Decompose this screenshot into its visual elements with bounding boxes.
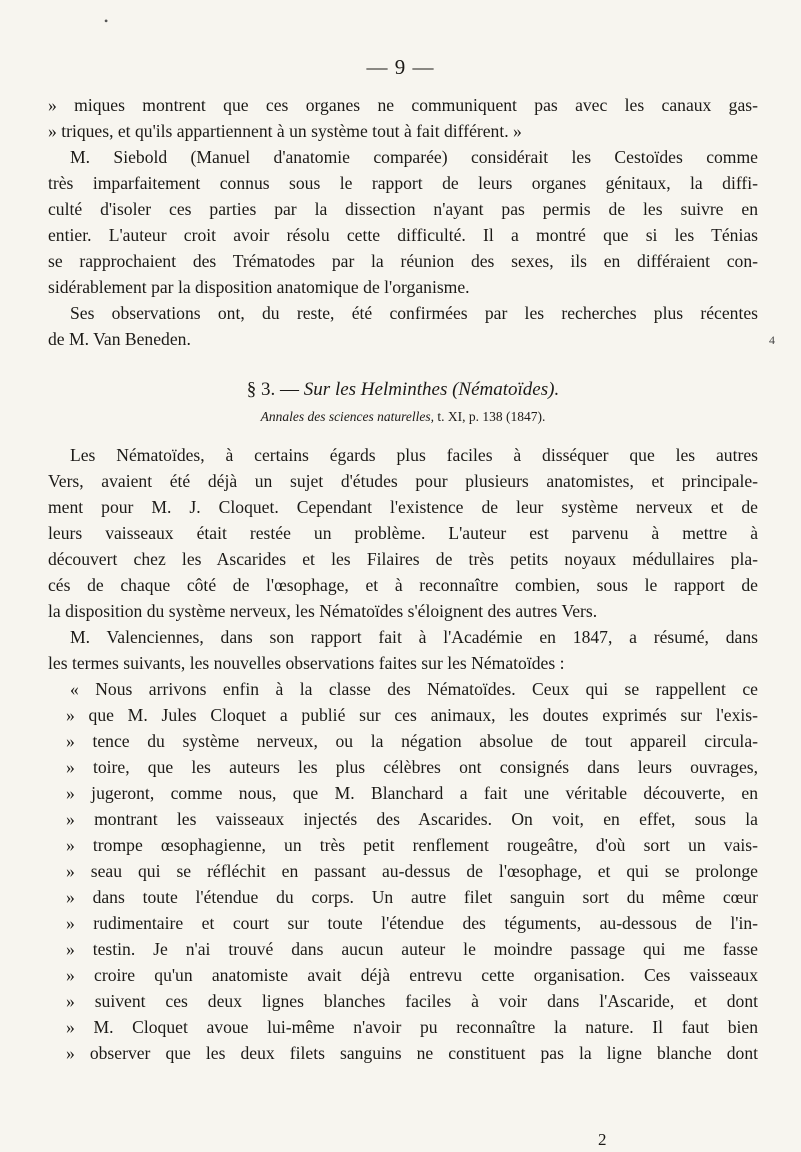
signature-mark: 2 bbox=[598, 1130, 607, 1149]
paragraph-observations bbox=[48, 300, 758, 352]
body-text bbox=[48, 92, 758, 1066]
section-heading-prefix: § 3. — bbox=[246, 379, 304, 400]
text-line: entier. L'auteur croit avoir résolu cette difficulté. Il a montré que si les Ténias bbox=[48, 225, 758, 245]
intro-paragraph bbox=[48, 92, 758, 144]
text-line: » triques, et qu'ils appartiennent à un système tout à fait différent. » bbox=[48, 121, 522, 141]
quote-line: « Nous arrivons enfin à la classe des Nématoïdes. Ceux qui se rappellent ce bbox=[70, 679, 758, 699]
margin-mark-left: • bbox=[104, 14, 109, 28]
text-line: M. Valenciennes, dans son rapport fait à l'Académie en 1847, a résumé, dans bbox=[70, 627, 758, 647]
text-line: » miques montrent que ces organes ne communiquent pas avec les canaux gas- bbox=[48, 95, 758, 115]
citation-volume: t. XI, p. 138 (1847). bbox=[434, 409, 546, 424]
text-line: la disposition du système nerveux, les Nématoïdes s'éloignent des autres Vers. bbox=[48, 601, 598, 621]
text-line: de M. Van Beneden. bbox=[48, 329, 191, 349]
quote-line: » croire qu'un anatomiste avait déjà entrevu cette organisation. Ces vaisseaux bbox=[66, 965, 758, 985]
section-heading bbox=[48, 378, 758, 402]
quote-line: » jugeront, comme nous, que M. Blanchard a fait une véritable découverte, en bbox=[66, 783, 758, 803]
quote-line: » que M. Jules Cloquet a publié sur ces animaux, les doutes exprimés sur l'exis- bbox=[66, 705, 758, 725]
text-line: les termes suivants, les nouvelles observations faites sur les Nématoïdes : bbox=[48, 653, 565, 673]
page-number: — 9 — bbox=[366, 55, 435, 79]
text-line: très imparfaitement connus sous le rapport de leurs organes génitaux, la diffi- bbox=[48, 173, 758, 193]
quote-line: » testin. Je n'ai trouvé dans aucun auteur le moindre passage qui me fasse bbox=[66, 939, 758, 959]
text-line: découvert chez les Ascarides et les Filaires de très petits noyaux médullaires pla- bbox=[48, 549, 758, 569]
margin-mark-right: 4 bbox=[769, 333, 775, 347]
paragraph-valenciennes bbox=[48, 624, 758, 676]
text-line: cés de chaque côté de l'œsophage, et à reconnaître combien, sous le rapport de bbox=[48, 575, 758, 595]
quote-line: » montrant les vaisseaux injectés des Ascarides. On voit, en effet, sous la bbox=[66, 809, 758, 829]
quote-line: » toire, que les auteurs les plus célèbres ont consignés dans leurs ouvrages, bbox=[66, 757, 758, 777]
text-line: Ses observations ont, du reste, été confirmées par les recherches plus récentes bbox=[70, 303, 758, 323]
quote-line: » trompe œsophagienne, un très petit renflement rougeâtre, d'où sort un vais- bbox=[66, 835, 758, 855]
text-line: ment pour M. J. Cloquet. Cependant l'existence de leur système nerveux et de bbox=[48, 497, 758, 517]
quote-line: » dans toute l'étendue du corps. Un autre filet sanguin sort du même cœur bbox=[66, 887, 758, 907]
quote-line: » tence du système nerveux, ou la négation absolue de tout appareil circula- bbox=[66, 731, 758, 751]
quote-line: » M. Cloquet avoue lui-même n'avoir pu reconnaître la nature. Il faut bien bbox=[66, 1017, 758, 1037]
citation-journal: Annales des sciences naturelles, bbox=[260, 409, 435, 424]
text-line: Vers, avaient été déjà un sujet d'études pour plusieurs anatomistes, et principale- bbox=[48, 471, 758, 491]
paragraph-siebold bbox=[48, 144, 758, 300]
quote-line: » suivent ces deux lignes blanches faciles à voir dans l'Ascaride, et dont bbox=[66, 991, 758, 1011]
text-line: se rapprochaient des Trématodes par la réunion des sexes, ils en différaient con- bbox=[48, 251, 758, 271]
text-line: Les Nématoïdes, à certains égards plus faciles à disséquer que les autres bbox=[70, 445, 758, 465]
text-line: sidérablement par la disposition anatomique de l'organisme. bbox=[48, 277, 470, 297]
text-line: culté d'isoler ces parties par la dissection n'ayant pas permis de les suivre en bbox=[48, 199, 758, 219]
paragraph-nematoides bbox=[48, 442, 758, 624]
quote-line: » rudimentaire et court sur toute l'étendue des téguments, au-dessous de l'in- bbox=[66, 913, 758, 933]
quote-line: » seau qui se réfléchit en passant au-dessus de l'œsophage, et qui se prolonge bbox=[66, 861, 758, 881]
quote-line: » observer que les deux filets sanguins ne constituent pas la ligne blanche dont bbox=[66, 1043, 758, 1063]
quotation-block bbox=[48, 676, 758, 1066]
text-line: M. Siebold (Manuel d'anatomie comparée) considérait les Cestoïdes comme bbox=[70, 147, 758, 167]
text-line: leurs vaisseaux était restée un problème. L'auteur est parvenu à mettre à bbox=[48, 523, 758, 543]
section-heading-title: Sur les Helminthes (Nématoïdes). bbox=[303, 379, 560, 400]
section-citation bbox=[48, 408, 758, 426]
